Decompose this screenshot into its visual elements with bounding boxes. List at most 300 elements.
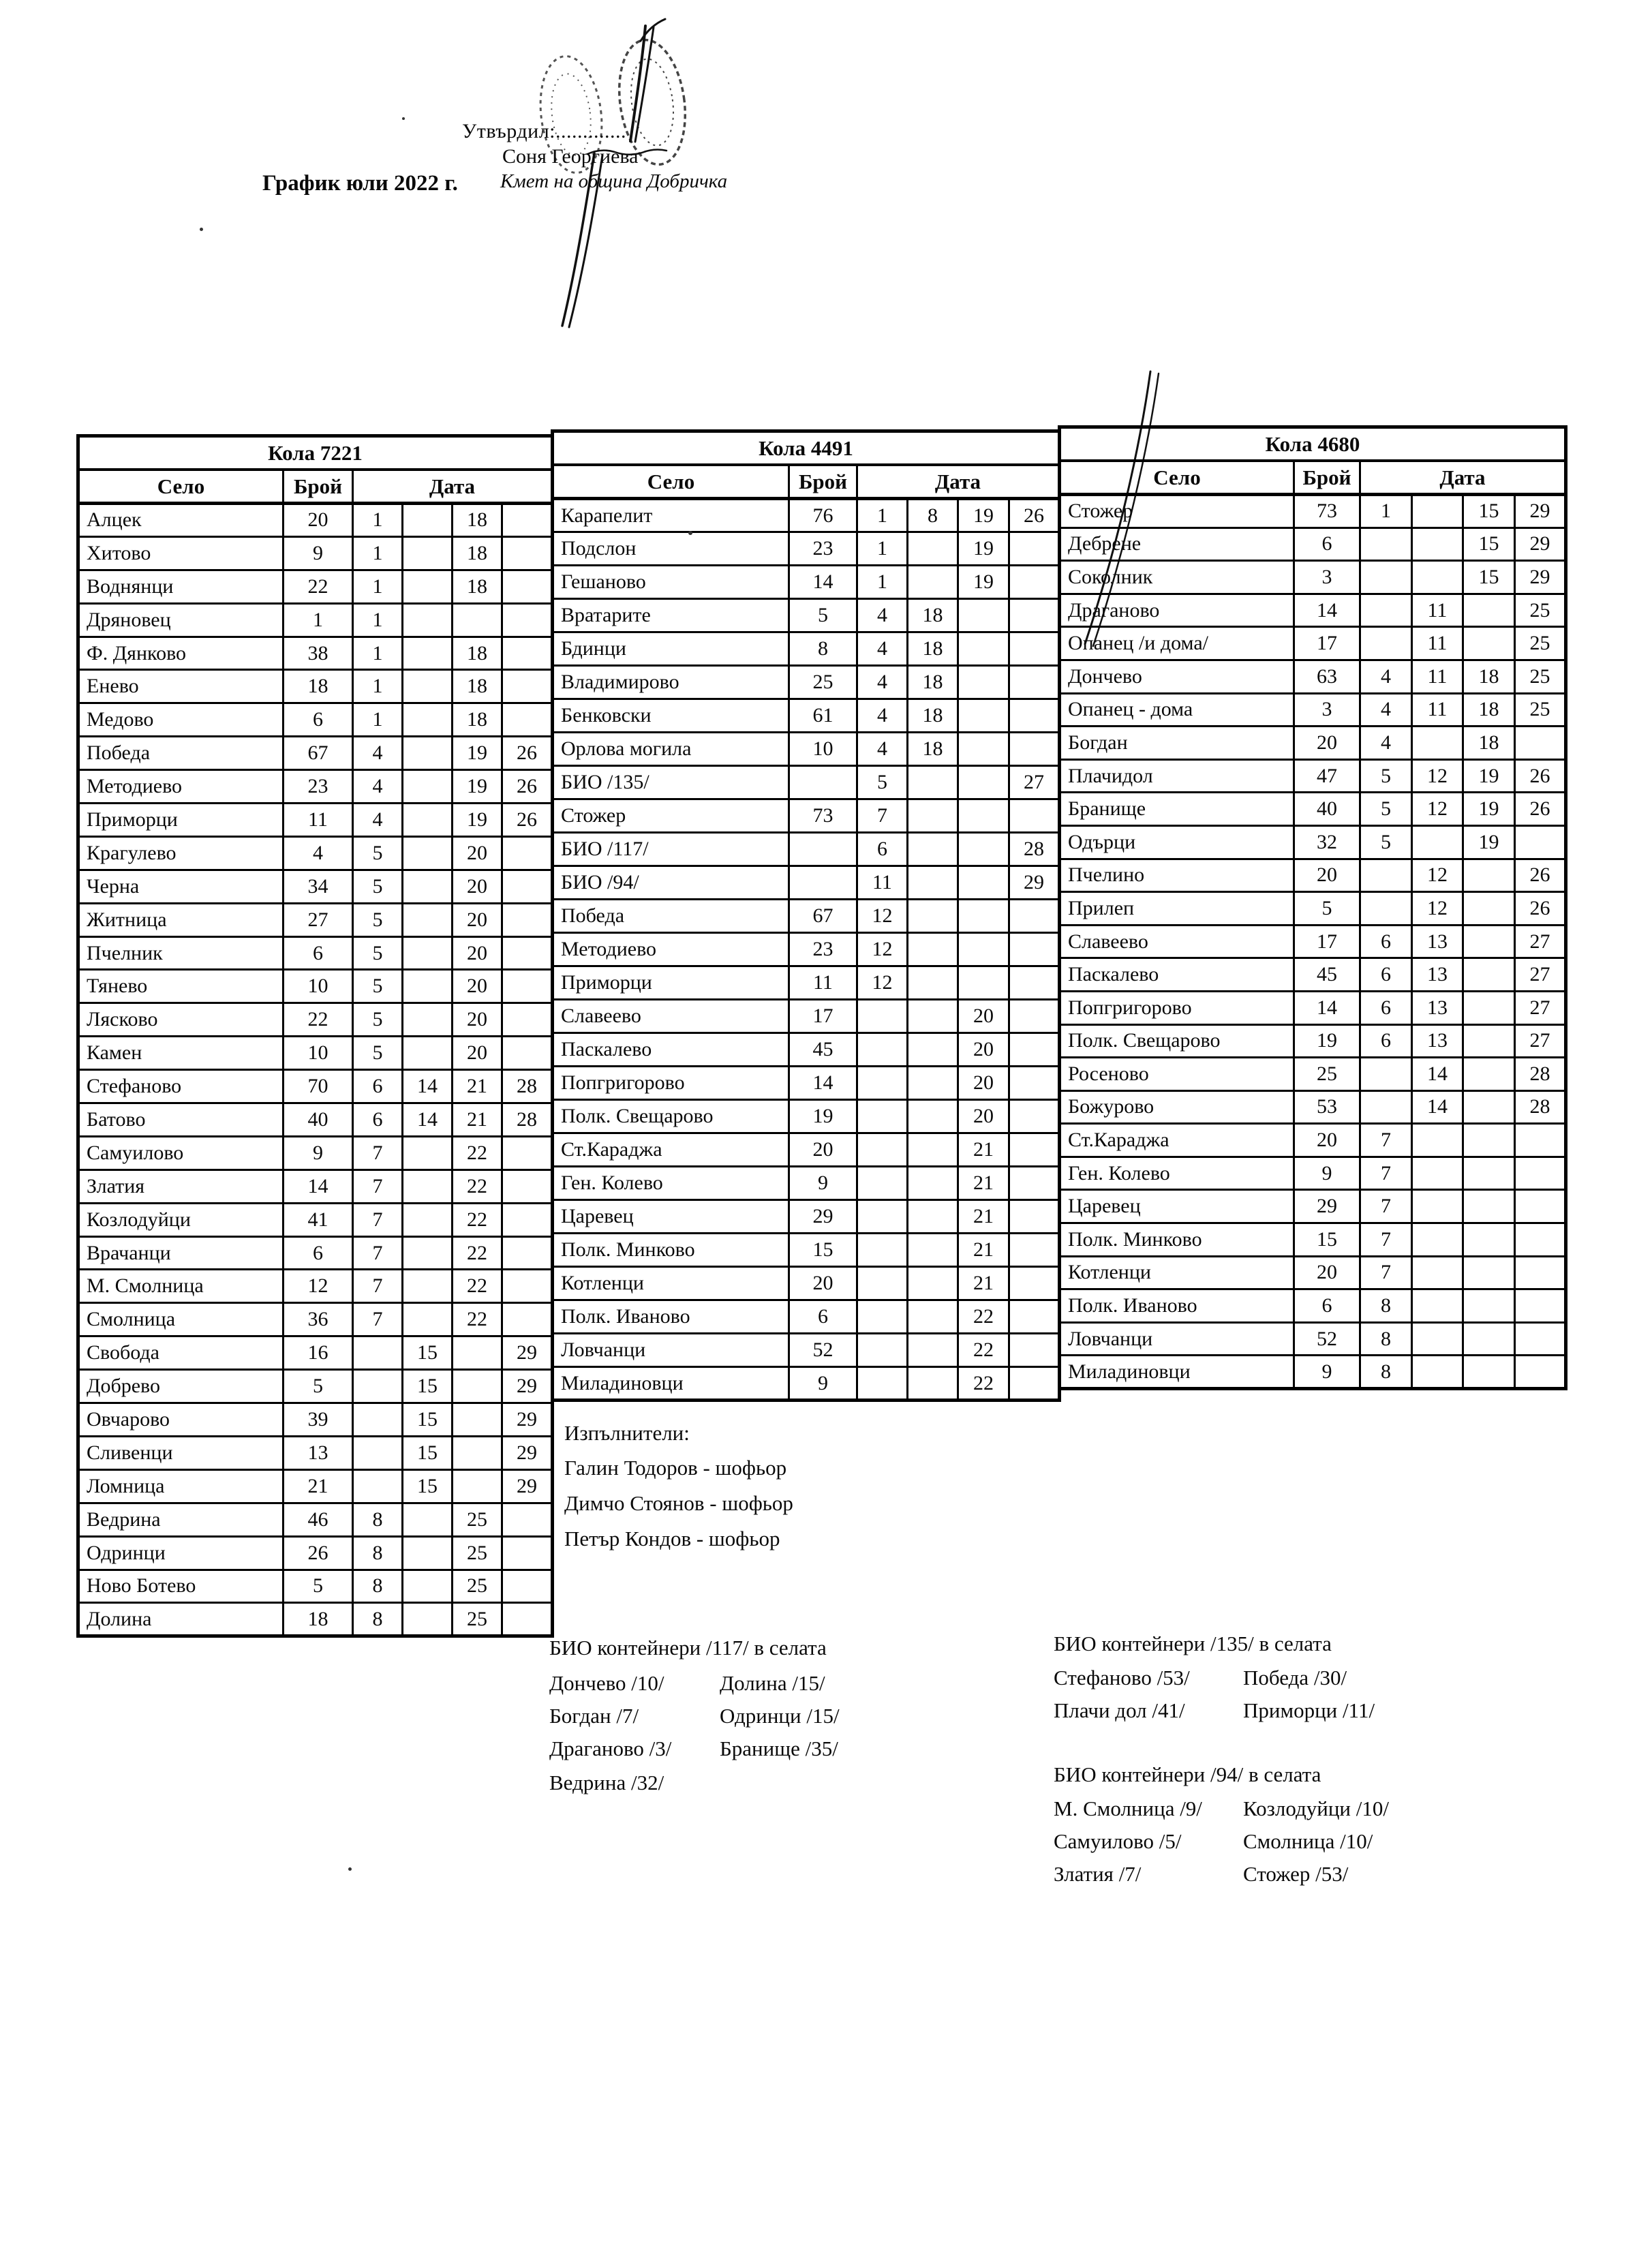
- date-cell: [857, 1200, 908, 1234]
- village-cell: Енево: [78, 670, 284, 703]
- date-cell: 1: [353, 504, 403, 537]
- count-cell: 52: [1294, 1322, 1360, 1356]
- table-row: [553, 632, 1060, 666]
- executors-title: Изпълнители:: [564, 1421, 690, 1445]
- date-cell: [1515, 1124, 1566, 1157]
- date-cell: 5: [857, 766, 908, 799]
- table-row: [78, 770, 553, 804]
- village-cell: Ген. Колево: [1060, 1157, 1294, 1190]
- village-cell: Житница: [78, 903, 284, 936]
- date-cell: [403, 1136, 453, 1170]
- date-cell: [502, 1136, 553, 1170]
- date-cell: 18: [908, 733, 958, 766]
- table-row: [78, 1603, 553, 1636]
- executor-item: Петър Кондов - шофьор: [564, 1527, 780, 1550]
- date-cell: 28: [1009, 833, 1060, 866]
- schedule-table-1: [76, 434, 554, 1638]
- date-cell: 19: [958, 532, 1009, 566]
- count-cell: 14: [1294, 594, 1360, 627]
- date-cell: [857, 1300, 908, 1334]
- date-cell: [502, 836, 553, 870]
- count-cell: 14: [789, 566, 857, 599]
- village-header: Село: [553, 465, 789, 499]
- date-cell: [1515, 1256, 1566, 1289]
- village-cell: Ловчанци: [553, 1334, 789, 1367]
- date-cell: 18: [1463, 727, 1515, 760]
- date-cell: [1463, 1058, 1515, 1091]
- count-cell: 6: [789, 1300, 857, 1334]
- date-cell: 22: [453, 1170, 502, 1203]
- date-cell: [857, 1067, 908, 1100]
- date-cell: [1412, 825, 1463, 859]
- date-cell: [1412, 528, 1463, 561]
- date-cell: [1463, 958, 1515, 992]
- date-cell: [502, 1003, 553, 1037]
- count-cell: 52: [789, 1334, 857, 1367]
- village-cell: Добрево: [78, 1370, 284, 1403]
- count-cell: 25: [1294, 1058, 1360, 1091]
- date-cell: 25: [1515, 660, 1566, 693]
- date-cell: [403, 670, 453, 703]
- count-cell: 73: [789, 799, 857, 833]
- date-cell: [1360, 892, 1412, 926]
- bio-94-item: Златия /7/: [1054, 1862, 1142, 1886]
- date-cell: 12: [857, 966, 908, 1000]
- table-row: [1060, 1289, 1566, 1323]
- date-cell: 18: [908, 699, 958, 733]
- date-cell: [1463, 925, 1515, 958]
- table-row: [78, 637, 553, 670]
- village-cell: Ведрина: [78, 1503, 284, 1536]
- schedule-table-2: [551, 429, 1061, 1402]
- village-cell: Стожер: [1060, 495, 1294, 528]
- date-cell: 11: [1412, 594, 1463, 627]
- table-row: [78, 670, 553, 703]
- count-cell: 5: [284, 1570, 353, 1603]
- village-cell: Приморци: [553, 966, 789, 1000]
- date-cell: [958, 966, 1009, 1000]
- village-cell: Победа: [78, 737, 284, 770]
- date-cell: [1009, 900, 1060, 933]
- date-cell: [1463, 1256, 1515, 1289]
- date-cell: [403, 1037, 453, 1070]
- bio-94-title: БИО контейнери /94/ в селата: [1054, 1762, 1321, 1786]
- date-cell: 27: [1515, 991, 1566, 1024]
- village-cell: Соколник: [1060, 561, 1294, 594]
- date-cell: 11: [1412, 693, 1463, 727]
- date-cell: 13: [1412, 925, 1463, 958]
- date-cell: 7: [353, 1170, 403, 1203]
- count-cell: 1: [284, 603, 353, 637]
- count-cell: 6: [284, 1236, 353, 1270]
- date-cell: [502, 936, 553, 970]
- count-cell: 20: [789, 1267, 857, 1300]
- date-cell: 7: [1360, 1223, 1412, 1257]
- date-cell: [1009, 933, 1060, 966]
- date-cell: 5: [1360, 825, 1412, 859]
- table-row: [78, 903, 553, 936]
- date-cell: [1463, 1356, 1515, 1389]
- village-cell: Карапелит: [553, 499, 789, 532]
- date-cell: 22: [958, 1367, 1009, 1401]
- date-cell: 28: [1515, 1058, 1566, 1091]
- village-cell: Котленци: [553, 1267, 789, 1300]
- table-row: [553, 499, 1060, 532]
- date-cell: [1463, 1223, 1515, 1257]
- bio-135-title: БИО контейнери /135/ в селата: [1054, 1632, 1332, 1655]
- date-cell: [502, 1270, 553, 1303]
- bio-135-item: Плачи дол /41/: [1054, 1698, 1185, 1722]
- village-header: Село: [78, 470, 284, 504]
- date-cell: 4: [1360, 727, 1412, 760]
- table-row: [78, 1103, 553, 1137]
- date-cell: 13: [1412, 991, 1463, 1024]
- date-cell: 15: [403, 1469, 453, 1503]
- village-cell: Врачанци: [78, 1236, 284, 1270]
- village-cell: Камен: [78, 1037, 284, 1070]
- village-cell: Паскалево: [1060, 958, 1294, 992]
- date-cell: [1515, 1190, 1566, 1223]
- table-row: [1060, 1058, 1566, 1091]
- table-row: [78, 936, 553, 970]
- table-row: [78, 1270, 553, 1303]
- table-row: [553, 766, 1060, 799]
- date-cell: [908, 1000, 958, 1033]
- count-cell: [789, 766, 857, 799]
- count-header: Брой: [789, 465, 857, 499]
- executor-item: Галин Тодоров - шофьор: [564, 1456, 787, 1480]
- village-cell: Хитово: [78, 536, 284, 570]
- date-cell: [857, 1100, 908, 1133]
- count-cell: 70: [284, 1070, 353, 1103]
- date-cell: 20: [453, 870, 502, 903]
- bio-94-item: Самуилово /5/: [1054, 1829, 1182, 1853]
- bio-94-item: Смолница /10/: [1243, 1829, 1373, 1853]
- date-cell: 29: [502, 1469, 553, 1503]
- table-row: [553, 1334, 1060, 1367]
- date-cell: 29: [1009, 866, 1060, 900]
- count-cell: 21: [284, 1469, 353, 1503]
- schedule-table-3: [1058, 425, 1567, 1390]
- table-row: [1060, 693, 1566, 727]
- table-row: [78, 870, 553, 903]
- table-row: [1060, 1024, 1566, 1058]
- count-cell: 15: [789, 1234, 857, 1267]
- date-cell: 19: [453, 804, 502, 837]
- date-cell: [1009, 1367, 1060, 1401]
- village-cell: Владимирово: [553, 666, 789, 699]
- table-row: [553, 833, 1060, 866]
- date-cell: 21: [958, 1234, 1009, 1267]
- date-cell: 22: [958, 1300, 1009, 1334]
- date-cell: 28: [502, 1103, 553, 1137]
- village-cell: Долина: [78, 1603, 284, 1636]
- date-cell: 6: [1360, 991, 1412, 1024]
- table-row: [553, 799, 1060, 833]
- table-row: [1060, 495, 1566, 528]
- count-cell: 18: [284, 1603, 353, 1636]
- table-row: [553, 933, 1060, 966]
- date-cell: 18: [453, 670, 502, 703]
- village-cell: Овчарово: [78, 1403, 284, 1437]
- count-cell: 45: [1294, 958, 1360, 992]
- village-cell: БИО /94/: [553, 866, 789, 900]
- bio-117-item: Драганово /3/: [549, 1737, 672, 1760]
- date-cell: [908, 1200, 958, 1234]
- bio-135-item: Стефаново /53/: [1054, 1666, 1190, 1690]
- approval-label: Утвърдил:.............: [462, 120, 627, 142]
- village-cell: Попгригорово: [553, 1067, 789, 1100]
- village-cell: Орлова могила: [553, 733, 789, 766]
- count-cell: 67: [284, 737, 353, 770]
- table-row: [1060, 925, 1566, 958]
- village-cell: М. Смолница: [78, 1270, 284, 1303]
- date-cell: 27: [1515, 925, 1566, 958]
- village-cell: Одърци: [1060, 825, 1294, 859]
- date-cell: [908, 566, 958, 599]
- date-cell: [1412, 1124, 1463, 1157]
- table-row: [1060, 759, 1566, 793]
- date-cell: [403, 1303, 453, 1336]
- date-cell: 22: [453, 1136, 502, 1170]
- bio-117-title: БИО контейнери /117/ в селата: [549, 1636, 827, 1660]
- date-cell: [403, 936, 453, 970]
- village-cell: Златия: [78, 1170, 284, 1203]
- date-cell: 19: [453, 770, 502, 804]
- count-cell: 20: [1294, 1256, 1360, 1289]
- date-cell: [1463, 1124, 1515, 1157]
- date-cell: [908, 900, 958, 933]
- count-cell: 9: [789, 1367, 857, 1401]
- date-cell: [958, 933, 1009, 966]
- date-cell: 8: [353, 1570, 403, 1603]
- table-row: [1060, 1322, 1566, 1356]
- date-cell: 1: [353, 536, 403, 570]
- village-cell: Драганово: [1060, 594, 1294, 627]
- date-cell: [403, 504, 453, 537]
- date-cell: 25: [453, 1503, 502, 1536]
- table-row: [78, 836, 553, 870]
- date-cell: [958, 666, 1009, 699]
- date-cell: [403, 703, 453, 737]
- date-cell: 27: [1009, 766, 1060, 799]
- date-cell: 5: [1360, 793, 1412, 826]
- village-cell: Ст.Караджа: [553, 1133, 789, 1167]
- table-row: [78, 1436, 553, 1469]
- count-cell: 23: [789, 532, 857, 566]
- date-cell: 20: [453, 936, 502, 970]
- date-cell: [502, 1536, 553, 1570]
- village-cell: Козлодуйци: [78, 1203, 284, 1236]
- date-cell: 29: [502, 1436, 553, 1469]
- date-cell: [1412, 1322, 1463, 1356]
- village-cell: Полк. Иваново: [553, 1300, 789, 1334]
- date-cell: [1412, 1223, 1463, 1257]
- date-cell: 4: [1360, 660, 1412, 693]
- date-cell: [1360, 1090, 1412, 1124]
- table-row: [553, 1033, 1060, 1067]
- date-cell: 5: [353, 970, 403, 1003]
- bio-94-item: М. Смолница /9/: [1054, 1797, 1202, 1820]
- count-header: Брой: [1294, 461, 1360, 495]
- date-cell: [502, 1203, 553, 1236]
- count-cell: 38: [284, 637, 353, 670]
- table-row: [78, 1037, 553, 1070]
- village-cell: Сливенци: [78, 1436, 284, 1469]
- village-cell: Смолница: [78, 1303, 284, 1336]
- date-cell: [1360, 627, 1412, 660]
- date-cell: [1009, 699, 1060, 733]
- date-cell: 19: [453, 737, 502, 770]
- date-cell: [403, 970, 453, 1003]
- date-cell: [1515, 1289, 1566, 1323]
- village-cell: Свобода: [78, 1336, 284, 1370]
- date-cell: [908, 799, 958, 833]
- date-cell: [453, 1336, 502, 1370]
- date-cell: [403, 870, 453, 903]
- count-cell: 11: [789, 966, 857, 1000]
- table-row: [78, 737, 553, 770]
- village-cell: Стожер: [553, 799, 789, 833]
- date-cell: 21: [958, 1133, 1009, 1167]
- village-cell: Полк. Иваново: [1060, 1289, 1294, 1323]
- date-cell: 14: [1412, 1090, 1463, 1124]
- date-cell: 1: [353, 570, 403, 603]
- table-row: [1060, 1356, 1566, 1389]
- village-cell: Медово: [78, 703, 284, 737]
- village-cell: Ново Ботево: [78, 1570, 284, 1603]
- date-cell: [1515, 1356, 1566, 1389]
- date-cell: 1: [353, 703, 403, 737]
- date-cell: 18: [453, 536, 502, 570]
- date-cell: 15: [1463, 561, 1515, 594]
- date-cell: 18: [453, 637, 502, 670]
- date-cell: [403, 1236, 453, 1270]
- count-cell: 14: [284, 1170, 353, 1203]
- table-row: [553, 1133, 1060, 1167]
- date-cell: 25: [453, 1570, 502, 1603]
- village-cell: Богдан: [1060, 727, 1294, 760]
- date-cell: [1009, 1000, 1060, 1033]
- table-grid: [1058, 425, 1567, 1390]
- date-cell: [1412, 1190, 1463, 1223]
- date-cell: [1360, 561, 1412, 594]
- date-cell: [353, 1370, 403, 1403]
- village-cell: Миладиновци: [553, 1367, 789, 1401]
- date-cell: 8: [353, 1503, 403, 1536]
- table-row: [553, 1067, 1060, 1100]
- table-row: [553, 1167, 1060, 1200]
- date-cell: [403, 637, 453, 670]
- date-cell: [908, 966, 958, 1000]
- date-cell: 1: [1360, 495, 1412, 528]
- count-cell: 14: [1294, 991, 1360, 1024]
- village-cell: Прилеп: [1060, 892, 1294, 926]
- count-cell: 22: [284, 570, 353, 603]
- date-cell: [958, 900, 1009, 933]
- date-cell: 18: [453, 703, 502, 737]
- table-row: [1060, 793, 1566, 826]
- date-cell: [908, 1367, 958, 1401]
- date-cell: 25: [453, 1536, 502, 1570]
- date-cell: [403, 903, 453, 936]
- date-cell: 20: [453, 970, 502, 1003]
- date-cell: [1009, 1033, 1060, 1067]
- count-cell: 11: [284, 804, 353, 837]
- village-cell: Крагулево: [78, 836, 284, 870]
- date-cell: [857, 1133, 908, 1167]
- date-cell: [453, 1469, 502, 1503]
- date-cell: 18: [453, 504, 502, 537]
- bio-117-item: Дончево /10/: [549, 1671, 664, 1695]
- village-cell: Воднянци: [78, 570, 284, 603]
- date-cell: [958, 799, 1009, 833]
- date-cell: 4: [1360, 693, 1412, 727]
- date-cell: 20: [958, 1000, 1009, 1033]
- date-cell: 12: [857, 900, 908, 933]
- date-cell: 29: [1515, 528, 1566, 561]
- count-cell: 23: [284, 770, 353, 804]
- date-cell: [1360, 528, 1412, 561]
- count-cell: 32: [1294, 825, 1360, 859]
- table-row: [1060, 991, 1566, 1024]
- date-cell: [1463, 1024, 1515, 1058]
- date-cell: 8: [908, 499, 958, 532]
- date-cell: 4: [353, 737, 403, 770]
- date-cell: 7: [353, 1303, 403, 1336]
- date-cell: 1: [353, 637, 403, 670]
- date-cell: 4: [353, 770, 403, 804]
- table-row: [1060, 727, 1566, 760]
- date-cell: 1: [353, 603, 403, 637]
- date-cell: 11: [1412, 627, 1463, 660]
- bio-117-item: Ведрина /32/: [549, 1771, 664, 1794]
- date-cell: [1009, 1067, 1060, 1100]
- village-cell: Опанец - дома: [1060, 693, 1294, 727]
- date-cell: 5: [353, 936, 403, 970]
- village-cell: Царевец: [1060, 1190, 1294, 1223]
- village-cell: Алцек: [78, 504, 284, 537]
- date-cell: [1412, 1356, 1463, 1389]
- date-cell: 12: [1412, 892, 1463, 926]
- date-cell: 21: [453, 1103, 502, 1137]
- village-cell: Батово: [78, 1103, 284, 1137]
- date-cell: 29: [502, 1336, 553, 1370]
- date-cell: 13: [1412, 958, 1463, 992]
- village-cell: БИО /135/: [553, 766, 789, 799]
- date-cell: 27: [1515, 958, 1566, 992]
- village-cell: Ст.Караджа: [1060, 1124, 1294, 1157]
- village-cell: Росеново: [1060, 1058, 1294, 1091]
- date-cell: 7: [1360, 1190, 1412, 1223]
- date-cell: [908, 1167, 958, 1200]
- date-cell: 26: [502, 737, 553, 770]
- count-cell: [789, 833, 857, 866]
- table-car-title: Кола 7221: [78, 436, 553, 470]
- village-cell: Стефаново: [78, 1070, 284, 1103]
- date-cell: 20: [958, 1033, 1009, 1067]
- count-cell: 34: [284, 870, 353, 903]
- count-cell: 67: [789, 900, 857, 933]
- date-cell: [403, 603, 453, 637]
- date-cell: [1009, 599, 1060, 632]
- date-cell: [1463, 594, 1515, 627]
- count-cell: 20: [1294, 1124, 1360, 1157]
- count-cell: 76: [789, 499, 857, 532]
- date-cell: [857, 1234, 908, 1267]
- date-cell: [908, 1334, 958, 1367]
- date-cell: [403, 1503, 453, 1536]
